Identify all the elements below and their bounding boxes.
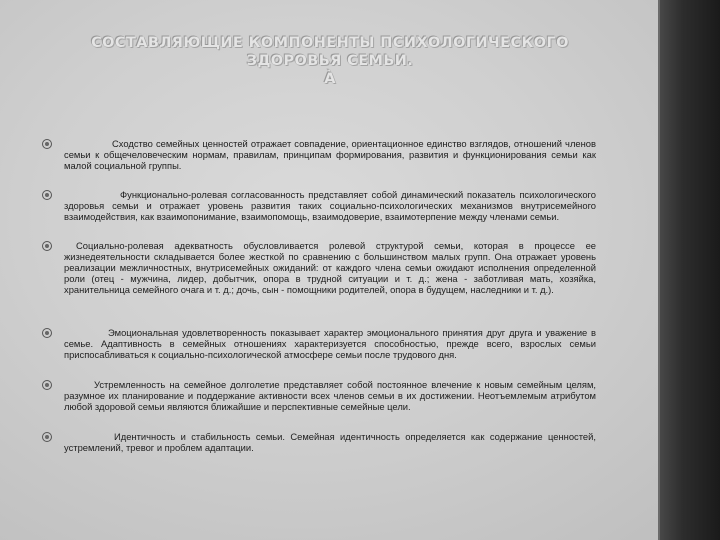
bullet-icon <box>42 380 52 390</box>
bullet-text: Функционально-ролевая согласованность представляет собой динамический показатель психологического здоровья семьи и отражает уровень развития таких социально-психологических механизмов внутрисемейного взаимодействия, как взаимопонимание, взаимопомощь, взаимодоверие, взаимотерпение между членами семьи. <box>64 189 596 222</box>
bullet-text: Устремленность на семейное долголетие представляет собой постоянное влечение к новым семейным целям, разумное их планирование и поддержание активности всех членов семьи в их достижении. Неотъемлемым атрибутом любой здоровой семьи являются ближайшие и перспективные семейные цели. <box>64 379 596 412</box>
bullet-text: Идентичность и стабильность семьи. Семейная идентичность определяется как содержание ценностей, устремлений, тревог и проблем адаптации. <box>64 431 596 453</box>
list-item <box>42 189 602 222</box>
list-item <box>42 138 602 171</box>
list-item <box>42 240 602 295</box>
list-item <box>42 327 602 360</box>
slide-title <box>60 34 600 88</box>
list-item <box>42 431 602 453</box>
bullet-icon <box>42 139 52 149</box>
bullet-icon <box>42 432 52 442</box>
title-line-2: ЗДОРОВЬЯ СЕМЬИ. <box>246 53 414 69</box>
bullet-icon <box>42 241 52 251</box>
decorative-side-band <box>658 0 720 540</box>
list-item <box>42 379 602 412</box>
bullet-text: Социально-ролевая адекватность обусловливается ролевой структурой семьи, которая в процессе ее жизнедеятельности складывается более жесткой по сравнению с большинством малых групп. Она отражает уровень реализации межличностных, внутрисемейных ожиданий: от каждого члена семьи ожидают исполнения определенной роли (отец - мужчина, лидер, добытчик, опора в трудной ситуации и т. д.; жена - заботливая мать, хозяйка, хранительница семейного очага и т. д.; дочь, сын - помощники родителей, опора в будущем, наследники и т. д.). <box>64 240 596 295</box>
bullet-icon <box>42 190 52 200</box>
bullet-text: Сходство семейных ценностей отражает совпадение, ориентационное единство взглядов, отношений членов семьи к общечеловеческим нормам, правилам, принципам формирования, развития и функционирования семьи как малой социальной группы. <box>64 138 596 171</box>
bullet-text: Эмоциональная удовлетворенность показывает характер эмоционального принятия друг друга и уважение в семье. Адаптивность в семейных отношениях характеризуется способностью, прежде всего, взрослых семьи приспосабливаться к социально-психологической атмосфере семьи после трудового дня. <box>64 327 596 360</box>
title-line-1: СОСТАВЛЯЮЩИЕ КОМПОНЕНТЫ ПСИХОЛОГИЧЕСКОГО <box>91 35 569 51</box>
bullet-icon <box>42 328 52 338</box>
title-line-3: À <box>324 71 336 87</box>
